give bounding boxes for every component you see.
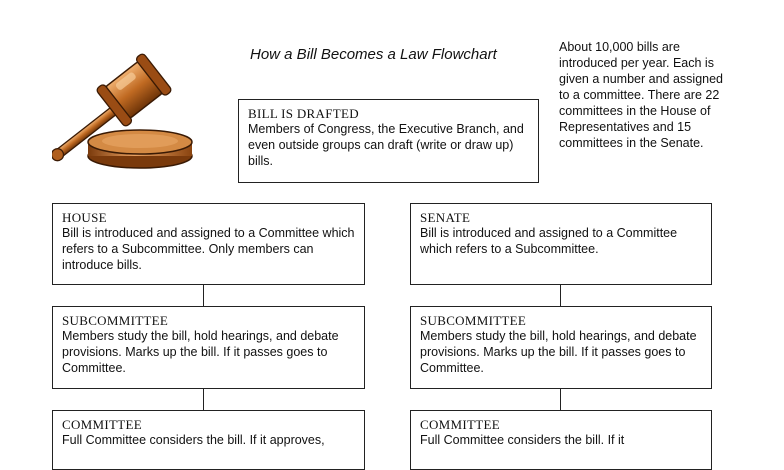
bill-drafted-heading: BILL IS DRAFTED — [248, 106, 359, 121]
page-title: How a Bill Becomes a Law Flowchart — [250, 46, 497, 63]
senate-intro-text: Bill is introduced and assigned to a Committee which refers to a Subcommittee. — [420, 226, 678, 256]
senate-intro-heading: SENATE — [420, 210, 471, 225]
house-subcommittee-box — [52, 306, 365, 389]
senate-subcommittee-text: Members study the bill, hold hearings, and debate provisions. Marks up the bill. If it passes goes to Committee. — [420, 329, 697, 375]
senate-committee-text: Full Committee considers the bill. If it — [420, 433, 625, 447]
gavel-icon — [52, 44, 202, 174]
house-connector — [203, 285, 204, 306]
house-subcommittee-heading: SUBCOMMITTEE — [62, 313, 169, 328]
senate-committee-heading: COMMITTEE — [420, 417, 500, 432]
house-committee-text: Full Committee considers the bill. If it approves, — [62, 433, 325, 447]
house-intro-text: Bill is introduced and assigned to a Committee which refers to a Subcommittee. Only members can introduce bills. — [62, 226, 355, 272]
house-intro-heading: HOUSE — [62, 210, 107, 225]
bill-drafted-text: Members of Congress, the Executive Branch, and even outside groups can draft (write or draw up) bills. — [248, 122, 524, 168]
bill-drafted-box — [238, 99, 539, 183]
senate-committee-box — [410, 410, 712, 470]
house-committee-box — [52, 410, 365, 470]
bills-note: About 10,000 bills are introduced per year. Each is given a number and assigned to a committee. There are 22 committees in the House of Representatives and 15 committees in the Senate. — [559, 40, 724, 150]
house-committee-heading: COMMITTEE — [62, 417, 142, 432]
house-connector — [203, 389, 204, 410]
senate-subcommittee-box — [410, 306, 712, 389]
senate-connector — [560, 285, 561, 306]
house-intro-box — [52, 203, 365, 285]
house-subcommittee-text: Members study the bill, hold hearings, and debate provisions. Marks up the bill. If it passes goes to Committee. — [62, 329, 339, 375]
senate-subcommittee-heading: SUBCOMMITTEE — [420, 313, 527, 328]
senate-connector — [560, 389, 561, 410]
senate-intro-box — [410, 203, 712, 285]
